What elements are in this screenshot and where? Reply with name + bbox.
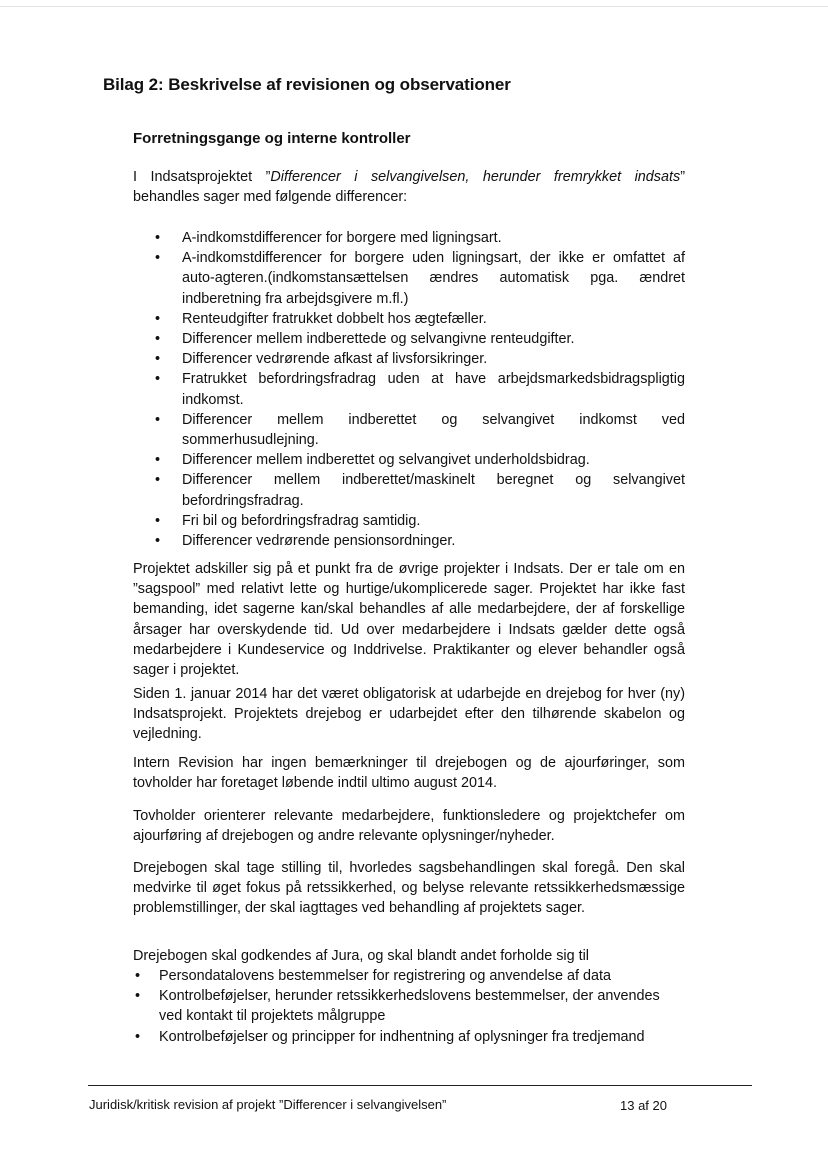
intro-paragraph (133, 167, 685, 207)
list-item: • Renteudgifter fratrukket dobbelt hos ægtefæller. (133, 309, 685, 329)
paragraph-jura: Drejebogen skal godkendes af Jura, og skal blandt andet forholde sig til (133, 948, 589, 964)
paragraph-sagsbehandling: Drejebogen skal tage stilling til, hvorledes sagsbehandlingen skal foregå. Den skal medvirke til øget fokus på retssikkerhed, og belyse relevante retssikkerhedsmæssige problemstillinger, der skal iagttages ved behandling af projektets sager. (133, 860, 685, 917)
paragraph-sagspool: Projektet adskiller sig på et punkt fra de øvrige projekter i Indsats. Der er tale om en ”sagspool” med relativt lette og hurtige/ukomplicerede sager. Projektet har ikke fast bemanding, idet sagerne kan/skal behandles af alle medarbejdere, der af forskellige årsager har overskydende tid. Ud over medarbejdere i Indsats gælder dette også medarbejdere i Kundeservice og Inddrivelse. Praktikanter og elever behandler også sager i projektet. (133, 561, 685, 679)
page-title: Bilag 2: Beskrivelse af revisionen og observationer (103, 75, 511, 94)
scan-edge-line (0, 6, 828, 7)
list-item: • Differencer mellem indberettet/maskinelt beregnet og selvangivet befordringsfradrag. (133, 470, 685, 510)
list-item: • Kontrolbeføjelser, herunder retssikkerhedslovens bestemmelser, der anvendes ved kontakt til projektets målgruppe (133, 986, 685, 1026)
page-number: 13 af 20 (620, 1098, 667, 1113)
list-item: • Differencer mellem indberettet og selvangivet indkomst ved sommerhusudlejning. (133, 410, 685, 450)
list-item: • Differencer vedrørende pensionsordninger. (133, 531, 685, 551)
list-item: • Fratrukket befordringsfradrag uden at have arbejdsmarkedsbidragspligtig indkomst. (133, 369, 685, 409)
intro-post: ” behandles sager med følgende differencer: (133, 169, 685, 206)
project-title: Differencer i selvangivelsen, herunder fremrykket indsats (270, 169, 681, 185)
list-item: • A-indkomstdifferencer for borgere uden ligningsart, der ikke er omfattet af auto-agteren.(indkomstansættelsen ændres automatisk pga. ændret indberetning fra arbejdsgivere m.fl.) (133, 248, 685, 309)
section-heading: Forretningsgange og interne kontroller (133, 130, 411, 147)
paragraph-intern-revision: Intern Revision har ingen bemærkninger til drejebogen og de ajourføringer, som tovholder har foretaget løbende indtil ultimo august 2014. (133, 755, 685, 792)
list-item: • Kontrolbeføjelser og principper for indhentning af oplysninger fra tredjemand (133, 1027, 685, 1047)
list-item: • Differencer vedrørende afkast af livsforsikringer. (133, 349, 685, 369)
footer-title: Juridisk/kritisk revision af projekt ”Differencer i selvangivelsen” (89, 1097, 447, 1112)
list-item: • Fri bil og befordringsfradrag samtidig. (133, 511, 685, 531)
differences-list (133, 228, 685, 551)
intro-pre: I Indsatsprojektet ” (133, 169, 271, 185)
footer-divider (88, 1085, 752, 1086)
list-item: • Persondatalovens bestemmelser for registrering og anvendelse af data (133, 966, 685, 986)
list-item: • A-indkomstdifferencer for borgere med ligningsart. (133, 228, 685, 248)
list-item: • Differencer mellem indberettet og selvangivet underholdsbidrag. (133, 450, 685, 470)
paragraph-drejebog-obligatorisk: Siden 1. januar 2014 har det været obligatorisk at udarbejde en drejebog for hver (ny) Indsatsprojekt. Projektets drejebog er udarbejdet efter den tilhørende skabelon og vejledning. (133, 686, 685, 743)
paragraph-tovholder: Tovholder orienterer relevante medarbejdere, funktionsledere og projektchefer om ajourføring af drejebogen og andre relevante oplysninger/nyheder. (133, 808, 685, 845)
jura-list (133, 966, 685, 1047)
list-item: • Differencer mellem indberettede og selvangivne renteudgifter. (133, 329, 685, 349)
